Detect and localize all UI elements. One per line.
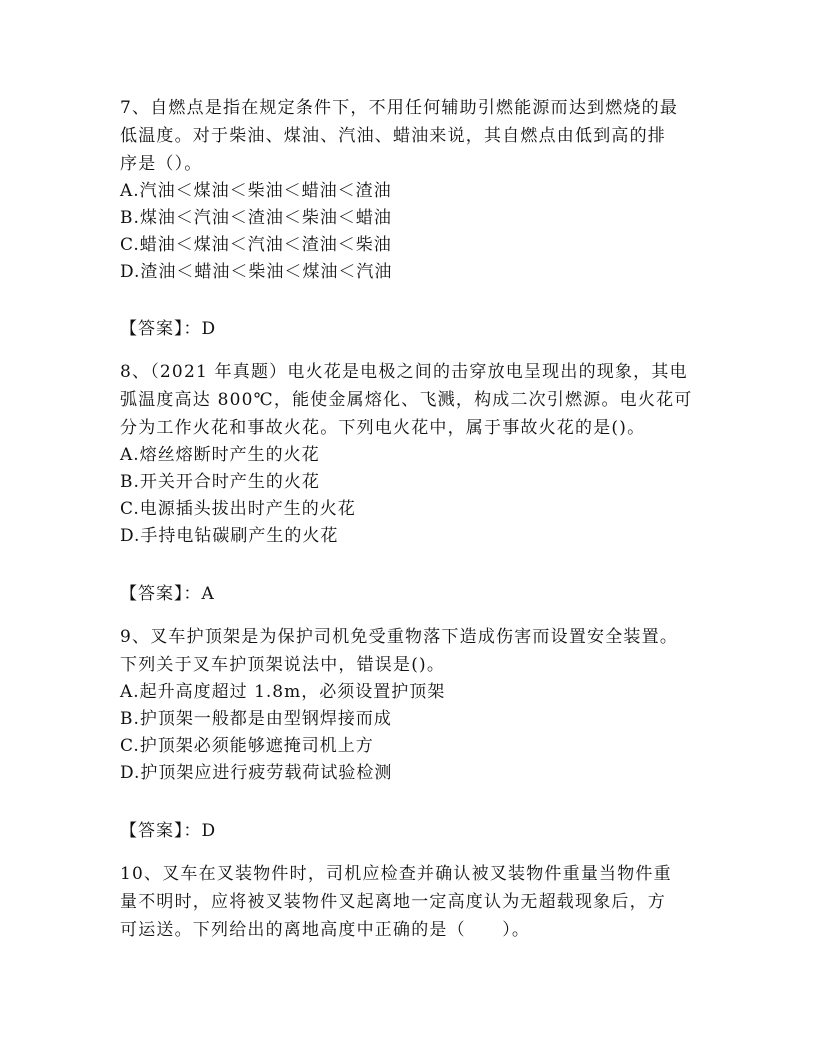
question-10 [120, 860, 700, 944]
option-c: C.电源插头拔出时产生的火花 [120, 499, 356, 519]
stem-line: 弧温度高达 800℃，能使金属熔化、飞溅，构成二次引燃源。电火花可 [120, 390, 693, 410]
option-d: D.护顶架应进行疲劳载荷试验检测 [120, 763, 393, 783]
stem-line: 量不明时，应将被叉装物件叉起离地一定高度认为无超载现象后，方 [120, 892, 666, 912]
question-7 [120, 94, 700, 286]
options-list [120, 178, 700, 286]
options-list [120, 442, 700, 550]
options-list [120, 679, 700, 787]
option-a: A.汽油＜煤油＜柴油＜蜡油＜渣油 [120, 181, 392, 201]
question-9 [120, 623, 700, 787]
stem-line: 下列关于叉车护顶架说法中，错误是()。 [120, 655, 446, 675]
stem-line: 序是（）。 [120, 154, 203, 174]
stem-line: 10、叉车在叉装物件时，司机应检查并确认被叉装物件重量当物件重 [120, 864, 672, 884]
option-c: C.护顶架必须能够遮掩司机上方 [120, 736, 374, 756]
answer-9: 【答案】：D [120, 821, 217, 841]
stem-line: 9、叉车护顶架是为保护司机免受重物落下造成伤害而设置安全装置。 [120, 627, 679, 647]
option-c: C.蜡油＜煤油＜汽油＜渣油＜柴油 [120, 235, 392, 255]
question-stem [120, 94, 700, 178]
question-8 [120, 358, 700, 550]
answer-7: 【答案】：D [120, 319, 217, 339]
option-b: B.护顶架一般都是由型钢焊接而成 [120, 709, 392, 729]
option-d: D.手持电钻碳刷产生的火花 [120, 526, 339, 546]
stem-line: 分为工作火花和事故火花。下列电火花中，属于事故火花的是()。 [120, 418, 646, 438]
stem-line: 可运送。下列给出的离地高度中正确的是（ ）。 [120, 920, 531, 940]
option-a: A.熔丝熔断时产生的火花 [120, 445, 320, 465]
question-stem [120, 623, 700, 679]
question-stem [120, 358, 700, 442]
stem-line: 8、（2021 年真题）电火花是电极之间的击穿放电呈现出的现象，其电 [120, 362, 688, 382]
stem-line: 7、自燃点是指在规定条件下，不用任何辅助引燃能源而达到燃烧的最 [120, 98, 679, 118]
option-d: D.渣油＜蜡油＜柴油＜煤油＜汽油 [120, 262, 393, 282]
option-b: B.开关开合时产生的火花 [120, 472, 320, 492]
answer-8: 【答案】：A [120, 584, 215, 604]
stem-line: 低温度。对于柴油、煤油、汽油、蜡油来说，其自燃点由低到高的排 [120, 126, 666, 146]
option-a: A.起升高度超过 1.8m，必须设置护顶架 [120, 682, 446, 702]
question-stem [120, 860, 700, 944]
option-b: B.煤油＜汽油＜渣油＜柴油＜蜡油 [120, 208, 392, 228]
